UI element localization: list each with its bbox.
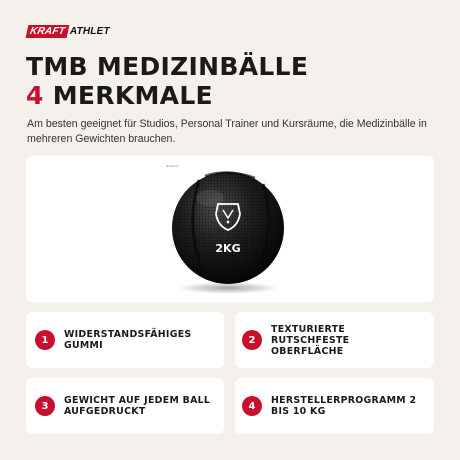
page-title [26, 52, 308, 110]
feature-number-2: 2 [242, 330, 262, 350]
ball-weight-label: 2KG [215, 242, 241, 255]
medicine-ball-image [165, 164, 291, 296]
feature-card-3 [26, 378, 224, 434]
feature-card-2 [235, 312, 434, 368]
feature-number-4: 4 [242, 396, 262, 416]
product-image-card [26, 156, 434, 302]
title-number: 4 [26, 81, 44, 110]
page-subtitle: Am besten geeignet für Studios, Personal Trainer und Kursräume, die Medizinbälle in mehreren Gewichten brauchen. [27, 118, 427, 145]
feature-label-3: GEWICHT AUF JEDEM BALL AUFGEDRUCKT [64, 395, 211, 417]
title-line-2: MERKMALE [52, 81, 213, 110]
logo-kraft: KRAFT [26, 25, 70, 38]
title-line-1: TMB MEDIZINBÄLLE [26, 52, 309, 81]
brand-logo [27, 25, 110, 38]
feature-number-3: 3 [35, 396, 55, 416]
logo-athlet: ATHLET [69, 26, 110, 37]
feature-card-1 [26, 312, 224, 368]
feature-card-4 [235, 378, 434, 434]
feature-label-1: WIDERSTANDSFÄHIGES GUMMI [64, 329, 192, 351]
feature-label-2: TEXTURIERTE RUTSCHFESTE OBERFLÄCHE [271, 323, 350, 357]
image-caption: Ballform [166, 164, 179, 168]
feature-label-4: HERSTELLERPROGRAMM 2 BIS 10 KG [271, 395, 417, 417]
feature-number-1: 1 [35, 330, 55, 350]
